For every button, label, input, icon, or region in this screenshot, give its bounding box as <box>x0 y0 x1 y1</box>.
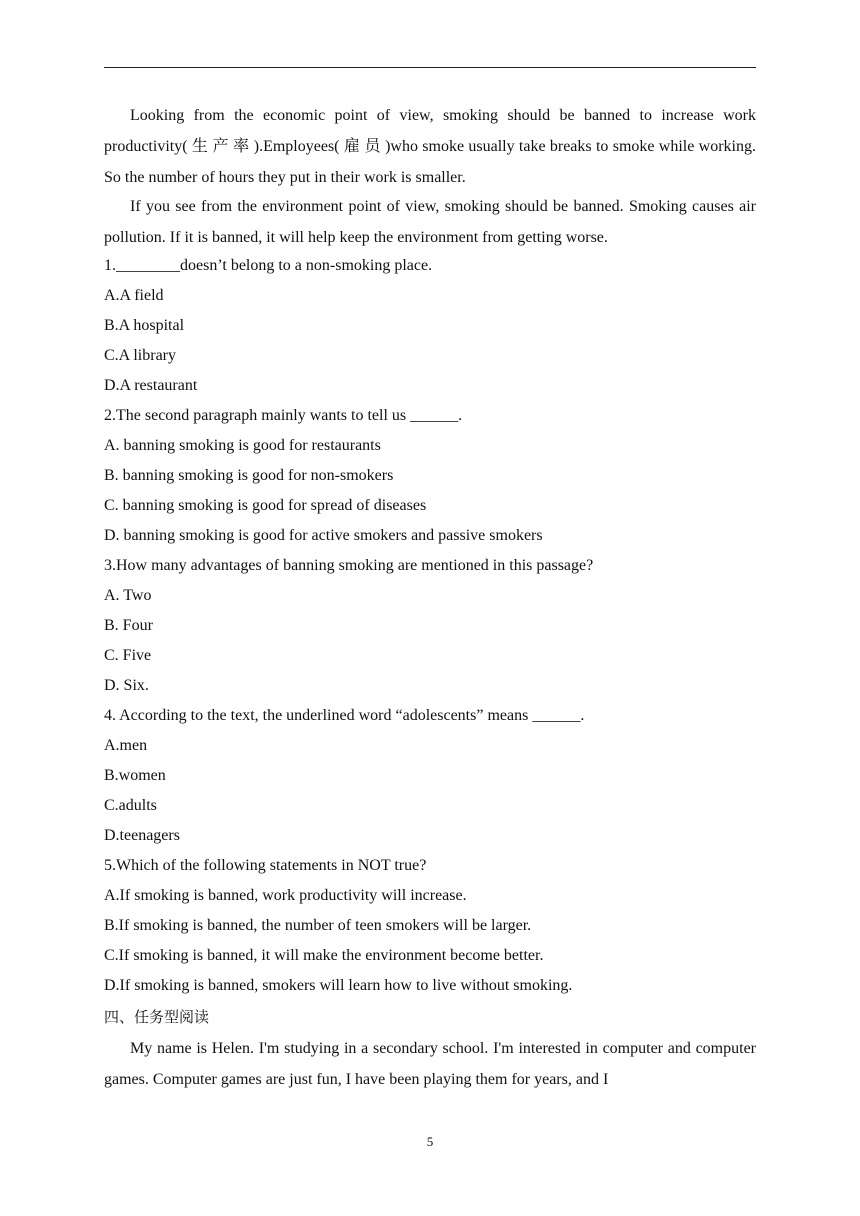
option: A.If smoking is banned, work productivity will increase. <box>104 887 467 904</box>
section-heading: 四、任务型阅读 <box>104 1008 210 1026</box>
question-2 <box>104 401 756 551</box>
option: A. banning smoking is good for restaurants <box>104 437 381 454</box>
option: A. Two <box>104 587 152 604</box>
header-rule <box>104 67 756 68</box>
option: D. Six. <box>104 677 149 694</box>
question-stem: 4. According to the text, the underlined word “adolescents” means ______. <box>104 707 585 724</box>
option: A.men <box>104 737 148 754</box>
option: D. banning smoking is good for active smokers and passive smokers <box>104 527 543 544</box>
option: D.teenagers <box>104 827 180 844</box>
question-stem: 5.Which of the following statements in NOT true? <box>104 857 427 874</box>
option: B. Four <box>104 617 153 634</box>
question-stem: 2.The second paragraph mainly wants to tell us ______. <box>104 407 463 424</box>
page-number: 5 <box>426 1134 434 1149</box>
question-4 <box>104 701 756 851</box>
option: D.If smoking is banned, smokers will learn how to live without smoking. <box>104 977 573 994</box>
question-stem: 1.________doesn’t belong to a non-smoking place. <box>104 257 433 274</box>
option: C.adults <box>104 797 157 814</box>
option: C. Five <box>104 647 152 664</box>
question-3 <box>104 551 756 701</box>
paragraph-environment: If you see from the environment point of view, smoking should be banned. Smoking causes air pollution. If it is banned, it will help keep the environment from getting worse. <box>104 198 756 246</box>
option: C.If smoking is banned, it will make the environment become better. <box>104 947 544 964</box>
page-content <box>104 100 756 1093</box>
option: C.A library <box>104 347 176 364</box>
option: A.A field <box>104 287 164 304</box>
question-stem: 3.How many advantages of banning smoking are mentioned in this passage? <box>104 557 594 574</box>
option: B.women <box>104 767 166 784</box>
question-5 <box>104 851 756 1001</box>
option: C. banning smoking is good for spread of diseases <box>104 497 427 514</box>
paragraph-helen: My name is Helen. I'm studying in a secondary school. I'm interested in computer and computer games. Computer games are just fun, I have been playing them for years, and I <box>104 1040 756 1088</box>
paragraph-economic: Looking from the economic point of view, smoking should be banned to increase work productivity( 生 产 率 ).Employees( 雇 员 )who smoke usually take breaks to smoke while working. So the number of hours they put in their work is smaller. <box>104 107 756 186</box>
option: B.A hospital <box>104 317 185 334</box>
option: B.If smoking is banned, the number of teen smokers will be larger. <box>104 917 532 934</box>
option: B. banning smoking is good for non-smokers <box>104 467 394 484</box>
question-1 <box>104 251 756 401</box>
option: D.A restaurant <box>104 377 198 394</box>
